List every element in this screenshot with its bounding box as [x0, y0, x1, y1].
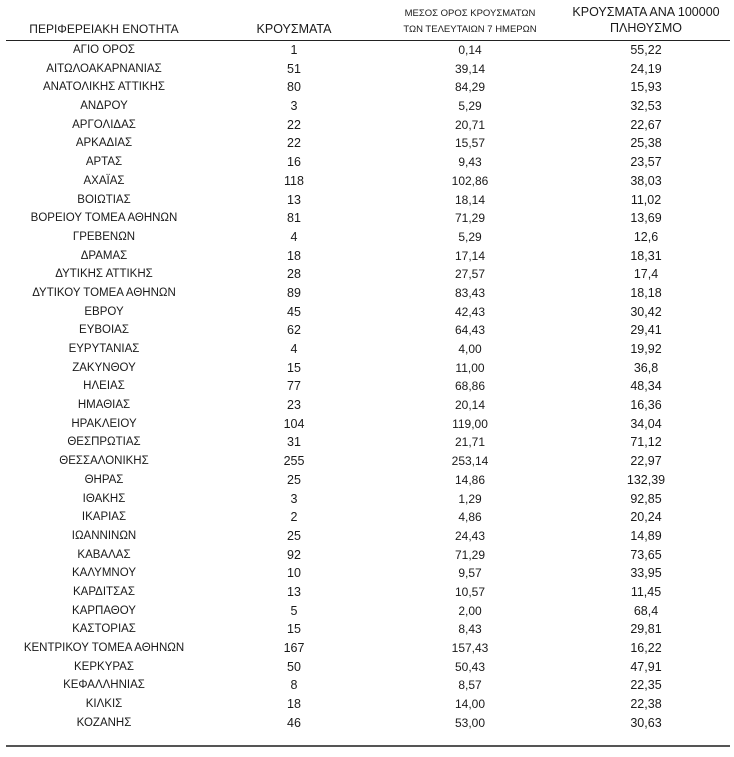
cell-seven-day-average: 119,00: [452, 416, 488, 431]
cell-seven-day-average: 8,57: [458, 678, 482, 693]
header-avg-line2: ΤΩΝ ΤΕΛΕΥΤΑΙΩΝ 7 ΗΜΕΡΩΝ: [403, 24, 537, 35]
cell-cases-per-100000: 36,8: [633, 360, 659, 375]
cell-region: ΗΜΑΘΙΑΣ: [77, 399, 131, 412]
table-row: [0, 321, 734, 340]
cell-cases-per-100000: 23,57: [630, 155, 662, 170]
table-row: [0, 41, 734, 60]
table-row: [0, 490, 734, 509]
header-per-line1: ΚΡΟΥΣΜΑΤΑ ΑΝΑ 100000: [572, 5, 720, 19]
table-row: [0, 340, 734, 359]
cell-seven-day-average: 5,29: [458, 99, 482, 114]
cell-region: ΑΓΙΟ ΟΡΟΣ: [72, 44, 135, 56]
table-row: [0, 471, 734, 490]
cell-cases-per-100000: 32,53: [630, 99, 662, 114]
cell-seven-day-average: 4,00: [458, 342, 482, 356]
cell-cases-per-100000: 13,69: [630, 211, 662, 226]
cell-cases: 92: [287, 547, 301, 562]
cell-seven-day-average: 42,43: [454, 304, 486, 319]
table-body: [0, 41, 734, 732]
cell-region: ΕΒΡΟΥ: [84, 305, 124, 318]
cell-region: ΑΧΑΪΑΣ: [83, 174, 125, 187]
cell-region: ΚΑΛΥΜΝΟΥ: [72, 567, 136, 580]
cell-cases: 77: [287, 379, 301, 394]
cell-cases-per-100000: 55,22: [630, 43, 662, 57]
table-row: [0, 60, 734, 79]
cell-seven-day-average: 24,43: [454, 528, 486, 543]
cell-cases: 10: [287, 566, 301, 581]
cell-cases: 255: [283, 454, 305, 469]
cell-seven-day-average: 1,29: [458, 491, 482, 506]
cell-seven-day-average: 68,86: [454, 379, 486, 394]
cell-cases-per-100000: 29,41: [630, 323, 662, 338]
cell-region: ΒΟΡΕΙΟΥ ΤΟΜΕΑ ΑΘΗΝΩΝ: [30, 212, 178, 225]
table-row: [0, 583, 734, 602]
cell-seven-day-average: 14,86: [454, 472, 486, 487]
table-row: [0, 265, 734, 284]
cell-seven-day-average: 71,29: [454, 547, 486, 562]
cell-seven-day-average: 2,00: [458, 603, 482, 618]
cell-cases: 167: [283, 641, 305, 655]
cell-seven-day-average: 5,29: [458, 229, 482, 244]
cell-cases-per-100000: 48,34: [630, 379, 662, 394]
cell-seven-day-average: 84,29: [454, 80, 486, 95]
cell-region: ΚΑΣΤΟΡΙΑΣ: [72, 623, 136, 636]
cell-region: ΚΑΡΔΙΤΣΑΣ: [73, 585, 135, 598]
cell-cases: 5: [290, 603, 298, 618]
cell-cases-per-100000: 22,38: [630, 697, 662, 712]
cell-region: ΑΡΚΑΔΙΑΣ: [75, 137, 133, 150]
cell-seven-day-average: 20,71: [454, 117, 486, 132]
cell-region: ΑΝΑΤΟΛΙΚΗΣ ΑΤΤΙΚΗΣ: [42, 81, 165, 94]
table-row: [0, 620, 734, 639]
cell-cases: 3: [290, 491, 298, 506]
cell-cases: 2: [290, 510, 298, 525]
table-row: [0, 508, 734, 527]
cell-region: ΑΡΤΑΣ: [85, 156, 123, 169]
cell-cases: 25: [287, 528, 301, 543]
cell-cases-per-100000: 18,18: [630, 285, 662, 300]
cell-region: ΙΩΑΝΝΙΝΩΝ: [71, 529, 137, 542]
table-row: [0, 116, 734, 135]
cell-cases: 104: [283, 416, 305, 431]
table-row: [0, 247, 734, 266]
cell-cases: 15: [287, 360, 301, 375]
cell-seven-day-average: 4,86: [458, 510, 482, 525]
cell-cases: 22: [287, 117, 301, 132]
table-row: [0, 134, 734, 153]
cell-cases-per-100000: 71,12: [630, 435, 662, 450]
cell-region: ΖΑΚΥΝΘΟΥ: [72, 361, 136, 374]
cell-seven-day-average: 8,43: [458, 622, 482, 637]
cell-cases-per-100000: 34,04: [630, 416, 662, 431]
cell-cases: 4: [290, 229, 298, 244]
cell-cases: 15: [287, 622, 301, 637]
cell-cases: 13: [287, 584, 301, 599]
cell-region: ΑΡΓΟΛΙΔΑΣ: [72, 118, 136, 131]
cell-region: ΑΝΔΡΟΥ: [80, 100, 128, 113]
cell-cases-per-100000: 22,97: [630, 454, 662, 469]
cell-region: ΒΟΙΩΤΙΑΣ: [77, 193, 131, 206]
cell-cases: 8: [290, 678, 298, 693]
table-row: [0, 78, 734, 97]
table-row: [0, 228, 734, 247]
cell-seven-day-average: 18,14: [454, 192, 486, 207]
cell-region: ΕΥΒΟΙΑΣ: [79, 324, 129, 337]
cell-cases: 23: [287, 398, 301, 413]
cell-region: ΚΕΦΑΛΛΗΝΙΑΣ: [63, 679, 145, 692]
cell-seven-day-average: 9,43: [458, 155, 482, 170]
cell-seven-day-average: 21,71: [454, 435, 486, 450]
table-row: [0, 676, 734, 695]
cell-cases-per-100000: 18,31: [630, 248, 662, 263]
cell-cases: 50: [287, 659, 301, 674]
cell-cases: 62: [287, 323, 301, 338]
cell-seven-day-average: 64,43: [454, 323, 486, 338]
cell-seven-day-average: 39,14: [454, 61, 486, 76]
cell-cases: 80: [287, 80, 301, 95]
table-row: [0, 602, 734, 621]
cell-seven-day-average: 71,29: [454, 211, 486, 226]
cell-cases-per-100000: 29,81: [630, 622, 662, 637]
cell-region: ΘΕΣΣΑΛΟΝΙΚΗΣ: [59, 455, 149, 468]
cell-cases-per-100000: 22,35: [630, 678, 662, 693]
header-per-line2: ΠΛΗΘΥΣΜΟ: [610, 21, 682, 35]
cell-region: ΔΥΤΙΚΗΣ ΑΤΤΙΚΗΣ: [55, 268, 153, 281]
cell-region: ΕΥΡΥΤΑΝΙΑΣ: [68, 343, 140, 355]
cell-cases-per-100000: 11,02: [630, 192, 662, 207]
table-row: [0, 97, 734, 116]
cell-region: ΓΡΕΒΕΝΩΝ: [72, 230, 136, 243]
cell-cases-per-100000: 33,95: [630, 566, 662, 581]
cell-cases: 18: [287, 697, 301, 712]
table-row: [0, 527, 734, 546]
cell-seven-day-average: 17,14: [454, 248, 486, 263]
cell-cases-per-100000: 132,39: [626, 472, 666, 487]
cell-seven-day-average: 27,57: [454, 267, 486, 282]
cell-cases-per-100000: 47,91: [630, 659, 662, 674]
cell-cases-per-100000: 16,36: [630, 398, 662, 413]
cell-region: ΚΕΝΤΡΙΚΟΥ ΤΟΜΕΑ ΑΘΗΝΩΝ: [23, 642, 185, 654]
cell-cases-per-100000: 73,65: [630, 547, 662, 562]
cell-region: ΚΑΒΑΛΑΣ: [77, 548, 131, 561]
cell-seven-day-average: 102,86: [451, 173, 489, 188]
cell-cases: 13: [287, 192, 301, 207]
cell-seven-day-average: 15,57: [454, 136, 486, 151]
table-row: [0, 695, 734, 714]
cell-cases-per-100000: 16,22: [630, 641, 662, 655]
cell-region: ΚΕΡΚΥΡΑΣ: [74, 660, 134, 673]
cell-cases-per-100000: 38,03: [630, 173, 662, 188]
table-row: [0, 396, 734, 415]
cell-cases: 18: [287, 248, 301, 263]
cell-cases-per-100000: 30,63: [630, 715, 662, 730]
cell-cases: 3: [290, 99, 298, 114]
cell-cases: 1: [290, 43, 298, 57]
cell-cases-per-100000: 24,19: [630, 61, 662, 76]
cell-region: ΗΡΑΚΛΕΙΟΥ: [71, 417, 137, 430]
cell-cases-per-100000: 17,4: [633, 267, 659, 282]
table-row: [0, 639, 734, 658]
table-row: [0, 433, 734, 452]
table-row: [0, 359, 734, 378]
header-avg-line1: ΜΕΣΟΣ ΟΡΟΣ ΚΡΟΥΣΜΑΤΩΝ: [404, 8, 536, 19]
cell-region: ΔΥΤΙΚΟΥ ΤΟΜΕΑ ΑΘΗΝΩΝ: [32, 286, 176, 299]
header-seven-day-average: [378, 6, 562, 38]
cell-seven-day-average: 11,00: [455, 360, 485, 375]
table-row: [0, 546, 734, 565]
table-row: [0, 452, 734, 471]
cell-seven-day-average: 50,43: [454, 659, 486, 674]
cell-seven-day-average: 14,00: [454, 697, 486, 712]
cell-seven-day-average: 9,57: [458, 566, 482, 581]
cell-cases: 118: [284, 173, 304, 188]
cell-region: ΘΗΡΑΣ: [84, 473, 124, 486]
cell-cases: 22: [287, 136, 301, 151]
cell-cases-per-100000: 25,38: [630, 136, 662, 151]
cell-cases-per-100000: 30,42: [630, 304, 662, 319]
cell-cases: 28: [287, 267, 301, 282]
table-row: [0, 658, 734, 677]
cell-region: ΙΘΑΚΗΣ: [82, 492, 126, 505]
cell-cases-per-100000: 14,89: [630, 528, 662, 543]
cell-cases: 46: [287, 715, 301, 730]
cell-seven-day-average: 10,57: [454, 584, 486, 599]
table-row: [0, 714, 734, 733]
table-row: [0, 153, 734, 172]
cell-cases-per-100000: 19,92: [630, 342, 662, 356]
cell-cases: 81: [287, 211, 301, 226]
cell-region: ΚΟΖΑΝΗΣ: [76, 716, 132, 729]
cell-seven-day-average: 253,14: [451, 454, 489, 469]
cell-region: ΗΛΕΙΑΣ: [83, 380, 125, 393]
cell-seven-day-average: 157,43: [451, 641, 489, 655]
table-row: [0, 415, 734, 434]
table-row: [0, 284, 734, 303]
cell-cases: 51: [287, 61, 301, 76]
cell-seven-day-average: 83,43: [454, 285, 486, 300]
cell-cases-per-100000: 15,93: [630, 80, 662, 95]
table-row: [0, 377, 734, 396]
cell-cases: 25: [287, 472, 301, 487]
header-cases-per-100000: [560, 4, 732, 36]
table-row: [0, 303, 734, 322]
cell-region: ΚΑΡΠΑΘΟΥ: [72, 604, 136, 617]
header-cases: ΚΡΟΥΣΜΑΤΑ: [256, 22, 332, 36]
cell-cases-per-100000: 20,24: [630, 510, 662, 525]
cell-cases: 4: [290, 342, 298, 356]
table-row: [0, 191, 734, 210]
table-bottom-divider: [6, 745, 730, 747]
cell-region: ΔΡΑΜΑΣ: [80, 249, 128, 262]
cell-cases-per-100000: 92,85: [630, 491, 662, 506]
cell-cases-per-100000: 11,45: [630, 584, 662, 599]
cell-seven-day-average: 53,00: [454, 715, 486, 730]
table-row: [0, 172, 734, 191]
cell-cases: 89: [287, 285, 301, 300]
table-row: [0, 564, 734, 583]
cell-region: ΙΚΑΡΙΑΣ: [81, 511, 127, 524]
table-row: [0, 209, 734, 228]
cell-region: ΘΕΣΠΡΩΤΙΑΣ: [67, 436, 141, 449]
cell-cases: 16: [287, 155, 301, 170]
cell-cases-per-100000: 68,4: [633, 603, 659, 618]
cell-seven-day-average: 20,14: [454, 398, 486, 413]
cell-seven-day-average: 0,14: [458, 43, 482, 57]
header-region: ΠΕΡΙΦΕΡΕΙΑΚΗ ΕΝΟΤΗΤΑ: [29, 22, 179, 36]
cell-cases: 45: [287, 304, 301, 319]
cell-region: ΚΙΛΚΙΣ: [85, 698, 123, 711]
cell-region: ΑΙΤΩΛΟΑΚΑΡΝΑΝΙΑΣ: [46, 62, 162, 75]
cell-cases-per-100000: 12,6: [633, 229, 659, 244]
cell-cases: 31: [287, 435, 301, 450]
cell-cases-per-100000: 22,67: [630, 117, 662, 132]
